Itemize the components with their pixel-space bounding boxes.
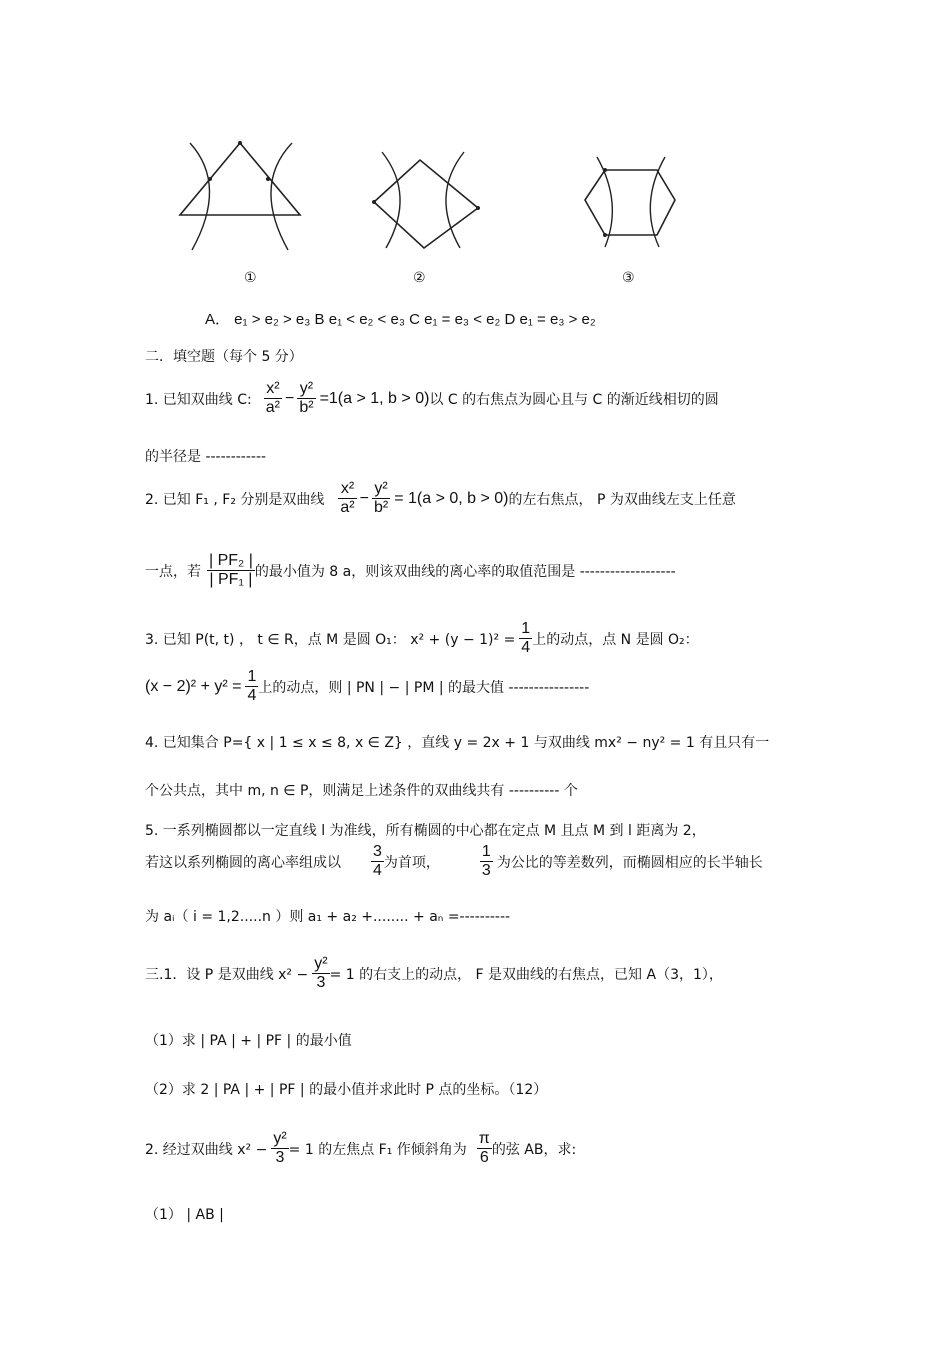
frac-den: b² [373,499,389,517]
figure-2-rhombus-hyperbola [360,150,490,250]
q2-prefix: 2. 已知 F₁ , F₂ 分别是双曲线 [145,491,325,508]
s3-q2-frac-angle [477,1130,492,1168]
section-2-heading: 二．填空题（每个 5 分） [145,349,303,365]
q3-line1-tail: 上的动点，点 N 是圆 O₂： [532,631,699,648]
q2-frac-x [338,480,356,518]
s3-q1-sub1: （1）求 | PA | + | PF | 的最小值 [145,1033,352,1049]
q5-line3: 为 aᵢ（ i = 1,2.....n ）则 a₁ + a₂ +........ + aₙ =---------- [145,909,511,925]
s3-q2-sub1: （1） | AB | [145,1207,224,1223]
frac-num: y² [312,955,329,974]
s3-q1-tail: = 1 的右支上的动点， F 是双曲线的右焦点，已知 A（3，1）， [329,966,723,983]
frac-num: | PF₂ | [207,552,255,571]
frac-den: 3 [316,974,326,992]
q1-prefix: 1. 已知双曲线 C: [145,391,252,408]
frac-den: 3 [275,1149,285,1167]
q1-frac-y [297,380,315,418]
q5-frac-first [371,843,384,881]
frac-num: y² [297,380,315,399]
q2-line2-text: 的最小值为 8 a，则该双曲线的离心率的取值范围是 ------------------- [254,563,676,580]
frac-num: π [477,1130,492,1149]
s3-q1-prefix: 三.1．设 P 是双曲线 x² − [145,966,309,983]
minus-sign: − [284,389,295,407]
frac-den: | PF₁ | [209,571,253,589]
q3-line1-text: 3. 已知 P(t, t) ， t ∈ R，点 M 是圆 O₁： x² + (y − 1)² = [145,631,516,648]
q5-frac-ratio [480,843,493,881]
frac-num: y² [372,480,390,499]
frac-num: 1 [519,620,532,639]
frac-den: a² [265,399,280,417]
q1-frac-x [264,380,282,418]
s3-q2-tail: 的弦 AB，求: [491,1141,577,1158]
q3-frac-2 [245,668,258,706]
frac-den: 3 [481,862,491,880]
frac-den: 4 [373,862,382,880]
frac-den: b² [299,399,314,417]
frac-num: 3 [371,843,384,862]
figure-3-hexagon-hyperbola [575,155,690,250]
figure-2-label: ② [413,270,426,286]
figure-3-label: ③ [622,270,635,286]
q1-eq-tail: =1(a > 1, b > 0) [319,389,430,407]
frac-den: 4 [521,639,531,657]
q1-line1 [145,380,719,418]
q3-line2-tail: 上的动点，则 | PN | − | PM | 的最大值 ---------------- [258,679,590,696]
q5-line2-prefix: 若这以系列椭圆的离心率组成以 [145,854,341,871]
q1-text: 以 C 的右焦点为圆心且与 C 的渐近线相切的圆 [429,391,719,408]
frac-num: x² [264,380,282,399]
minus-sign: − [359,489,369,507]
q2-frac-y [372,480,390,518]
q3-line2 [145,668,589,706]
frac-den: 4 [247,687,257,705]
q5-line2-tail: 为公比的等差数列，而椭圆相应的长半轴长 [496,854,763,871]
q2-eq-tail: = 1(a > 0, b > 0) [394,489,509,507]
figure-1-triangle-hyperbola [170,135,320,255]
q3-frac-1 [519,620,532,658]
s3-q1-sub2: （2）求 2 | PA | + | PF | 的最小值并求此时 P 点的坐标。（12） [145,1082,548,1098]
q4-line2: 个公共点，其中 m, n ∈ P，则满足上述条件的双曲线共有 ---------- 个 [145,783,578,799]
q1-line2: 的半径是 ------------ [145,449,267,465]
answer-choices: A． e₁ > e₂ > e₃ B e₁ < e₂ < e₃ C e₁ = e₃ < e₂ D e₁ = e₃ > e₂ [205,311,596,328]
q5-mid: 为首项， [383,854,440,871]
q2-line2-prefix: 一点，若 [145,563,201,580]
q3-line1 [145,620,699,658]
s3-q2-frac [271,1130,288,1168]
frac-num: 1 [480,843,493,862]
s3-q2-mid: = 1 的左焦点 F₁ 作倾斜角为 [288,1141,467,1158]
frac-num: y² [271,1130,288,1149]
s3-q1-frac [312,955,329,993]
q2-line1 [145,480,736,518]
q4-line1: 4. 已知集合 P={ x | 1 ≤ x ≤ 8, x ∈ Z} ，直线 y = 2x + 1 与双曲线 mx² − ny² = 1 有且只有一 [145,735,770,751]
figure-1-label: ① [244,270,257,286]
s3-q2-prefix: 2. 经过双曲线 x² − [145,1141,268,1158]
q2-line2 [145,552,676,590]
s3-q1-line1 [145,955,723,993]
s3-q2-line1 [145,1130,576,1168]
q2-text: 的左右焦点， P 为双曲线左支上任意 [508,491,736,508]
frac-den: a² [340,499,355,517]
q5-line1: 5. 一系列椭圆都以一定直线 l 为准线，所有椭圆的中心都在定点 M 且点 M 到 l 距离为 2， [145,823,706,839]
q2-ratio-frac [207,552,255,590]
frac-den: 6 [479,1149,489,1167]
q3-line2-text: (x − 2)² + y² = [145,677,242,695]
q5-line2 [145,843,763,881]
frac-num: 1 [245,668,258,687]
frac-num: x² [338,480,356,499]
